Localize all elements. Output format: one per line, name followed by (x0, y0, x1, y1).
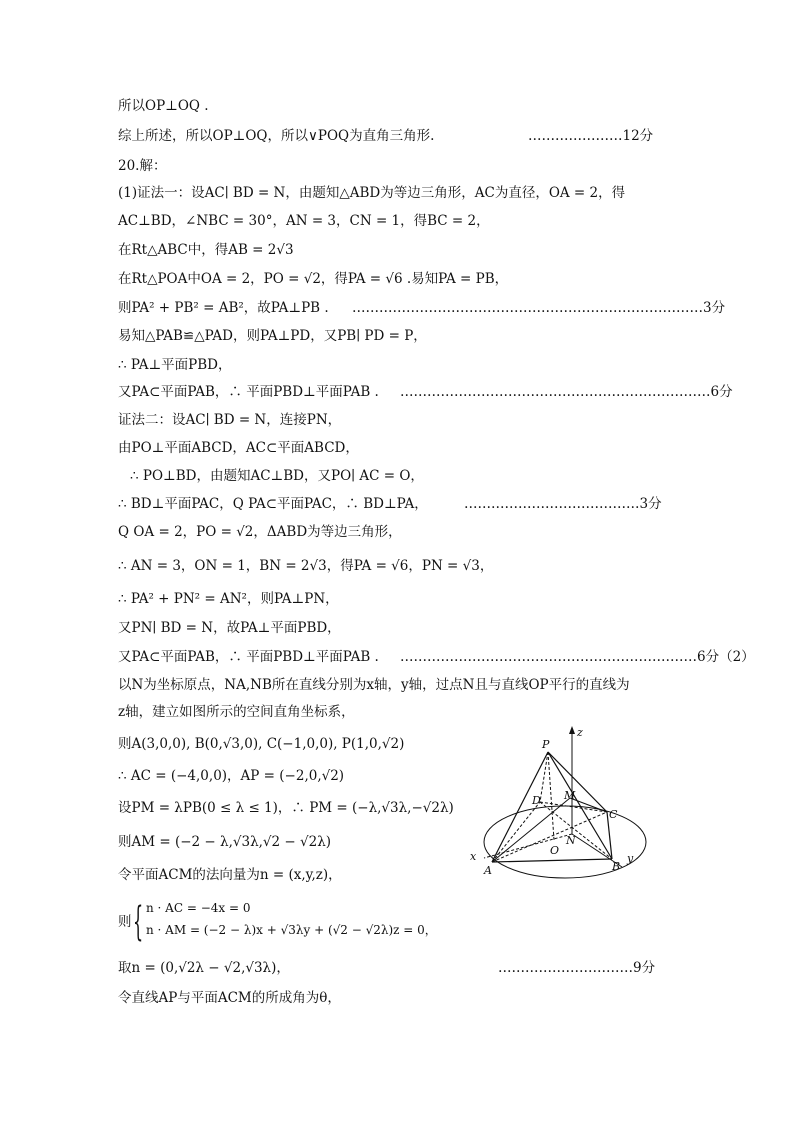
text-line: ∴ BD⊥平面PAC，Q PA⊂平面PAC，∴ BD⊥PA， (118, 496, 428, 512)
label-d: D (532, 794, 541, 807)
text-line: (1)证法一：设AC∣ BD = N，由题知△ABD为等边三角形，AC为直径，OA = 2，得 (118, 185, 626, 201)
text-line: 又PN∣ BD = N，故PA⊥平面PBD， (118, 620, 341, 636)
score-marker: ……………………………………………………………………3分 (352, 300, 726, 316)
label-a: A (484, 864, 492, 877)
label-y: y (627, 852, 634, 865)
text-line: 令直线AP与平面ACM的所成角为θ， (118, 990, 341, 1006)
text-line: 以N为坐标原点，NA,NB所在直线分别为x轴，y轴，过点N且与直线OP平行的直线为 (118, 677, 630, 693)
label-c: C (609, 808, 618, 821)
brace: { (133, 899, 144, 945)
text-line: ∴ AN = 3，ON = 1，BN = 2√3，得PA = √6，PN = √3， (118, 558, 494, 574)
text-line: ∴ PA² + PN² = AN²，则PA⊥PN， (118, 591, 339, 607)
edge-po (548, 752, 554, 840)
equation-line: n · AM = (−2 − λ)x + √3λy + (√2 − √2λ)z = 0， (146, 923, 437, 937)
text-line: AC⊥BD，∠NBC = 30°，AN = 3，CN = 1，得BC = 2， (118, 213, 490, 229)
label-b: B (612, 860, 621, 873)
score-marker: …………………………9分 (498, 960, 656, 976)
text-line: 取n = (0,√2λ − √2,√3λ)， (118, 960, 290, 976)
score-marker: …………………………………3分 (464, 496, 662, 512)
label-z: z (577, 726, 583, 739)
text-line: 又PA⊂平面PAB，∴ 平面PBD⊥平面PAB . (118, 384, 379, 400)
text-line: z轴，建立如图所示的空间直角坐标系， (118, 704, 355, 720)
text-line: 易知△PAB≌△PAD，则PA⊥PD，又PB∣ PD = P， (118, 328, 427, 344)
pyramid-figure (462, 722, 676, 890)
edge-ab (492, 859, 612, 862)
edge-pa (492, 752, 548, 862)
text-line: 在Rt△POA中OA = 2，PO = √2，得PA = √6 .易知PA = PB， (118, 271, 509, 287)
text-line: ∴ AC = (−4,0,0)，AP = (−2,0,√2) (118, 768, 345, 784)
label-m: M (564, 789, 576, 802)
text-line: 在Rt△ABC中，得AB = 2√3 (118, 242, 294, 258)
text-line: ∴ PO⊥BD，由题知AC⊥BD，又PO∣ AC = O， (130, 468, 424, 484)
label-x: x (470, 850, 477, 863)
text-line: 所以OP⊥OQ . (118, 98, 209, 114)
text-line: 设PM = λPB(0 ≤ λ ≤ 1)，∴ PM = (−λ,√3λ,−√2λ) (118, 800, 454, 816)
text-line: 则A(3,0,0), B(0,√3,0), C(−1,0,0), P(1,0,√2) (118, 736, 405, 752)
text-line: 综上所述，所以OP⊥OQ，所以∨POQ为直角三角形. (118, 128, 435, 144)
edge-pc (548, 752, 607, 812)
score-marker: …………………………………………………………6分（2） (400, 649, 755, 665)
label-n: N (566, 834, 576, 847)
text-line: 证法二：设AC∣ BD = N，连接PN， (118, 412, 342, 428)
text-line: Q OA = 2，PO = √2，ΔABD为等边三角形， (118, 524, 402, 540)
text-line: 令平面ACM的法向量为n = (x,y,z)， (118, 867, 342, 883)
edge-ad (492, 802, 540, 862)
line-mc (570, 798, 607, 812)
text-line: 20.解： (118, 158, 167, 174)
text-line: 又PA⊂平面PAB，∴ 平面PBD⊥平面PAB . (118, 649, 379, 665)
text-line: 则 (118, 914, 132, 930)
edge-pb (548, 752, 612, 859)
score-marker: …………………12分 (528, 128, 654, 144)
text-line: 则AM = (−2 − λ,√3λ,√2 − √2λ) (118, 834, 332, 850)
text-line: 则PA² + PB² = AB²，故PA⊥PB . (118, 300, 329, 316)
label-p: P (542, 738, 550, 751)
equation-line: n · AC = −4x = 0 (146, 901, 251, 915)
score-marker: ……………………………………………………………6分 (400, 384, 733, 400)
label-o: O (550, 844, 560, 857)
z-axis-arrow (569, 726, 575, 734)
text-line: ∴ PA⊥平面PBD， (118, 357, 232, 373)
text-line: 由PO⊥平面ABCD，AC⊂平面ABCD， (118, 440, 359, 456)
